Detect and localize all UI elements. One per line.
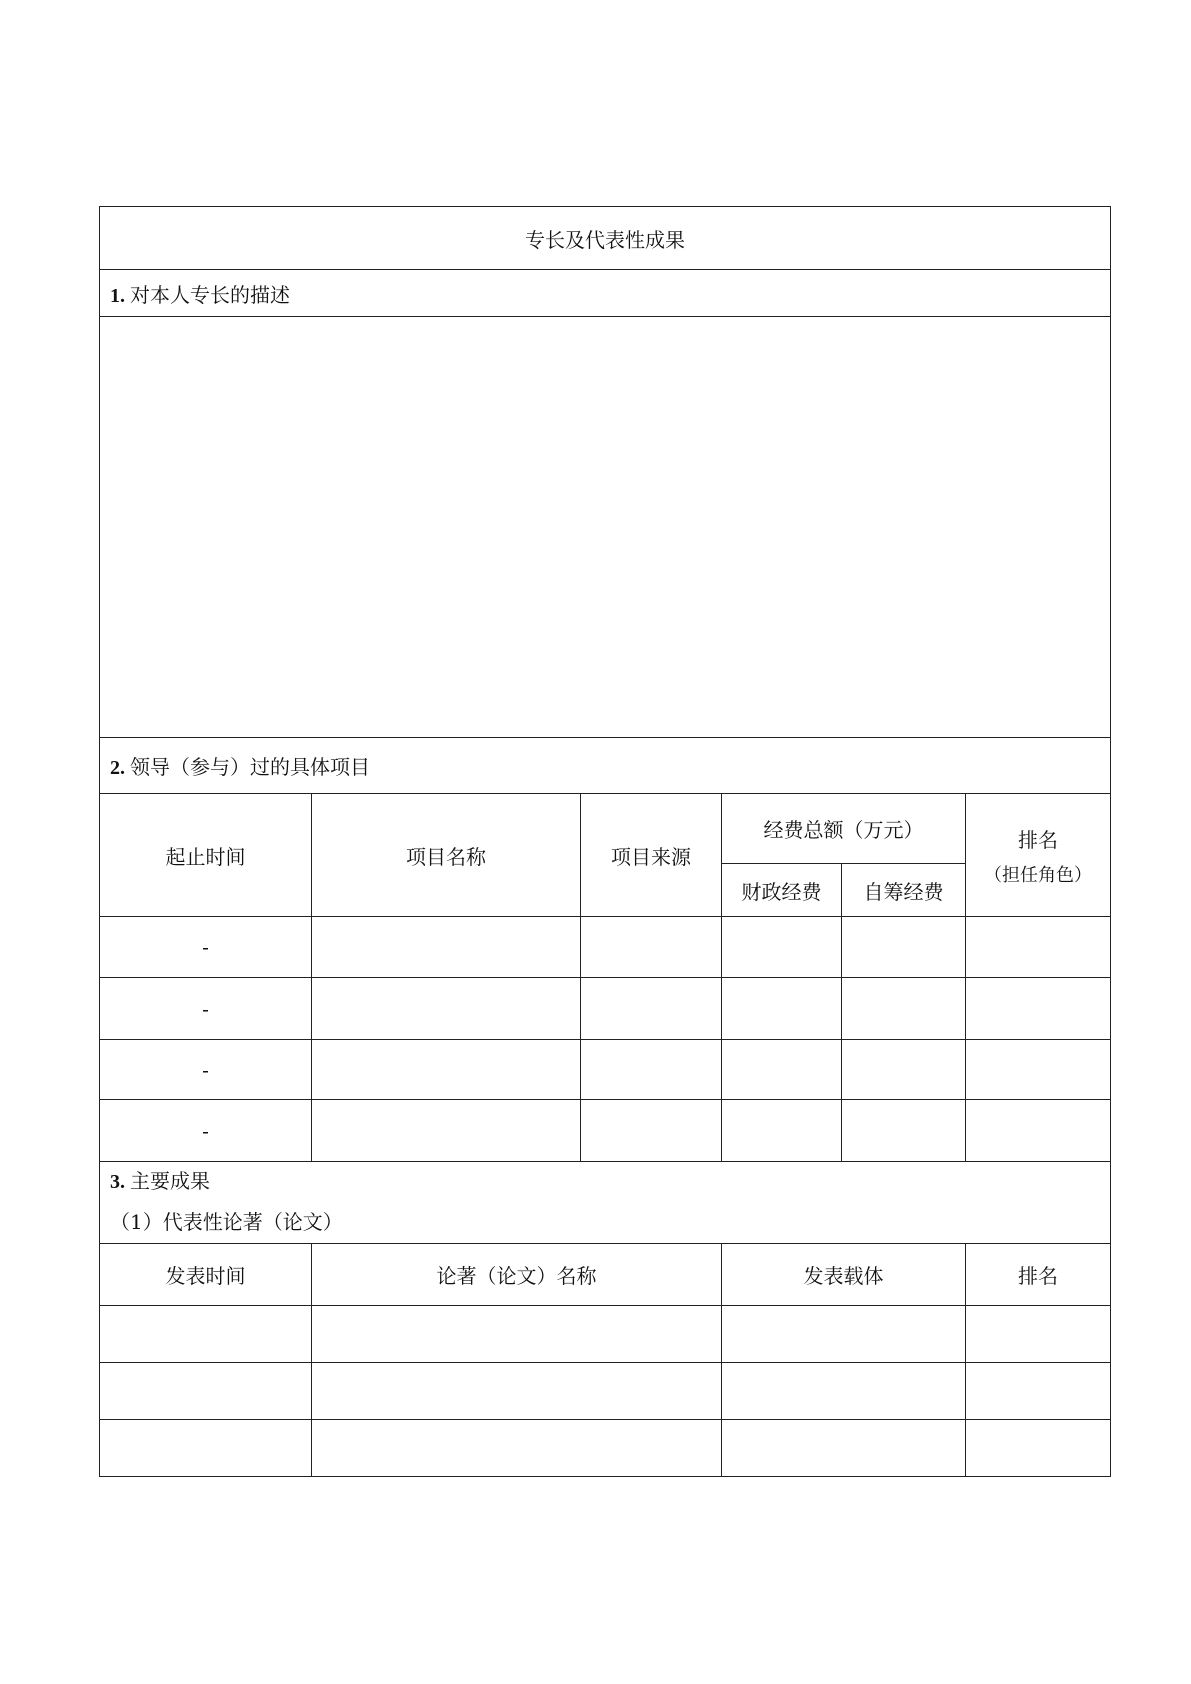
project-name-cell[interactable] — [312, 978, 581, 1040]
publication-row — [100, 1362, 1111, 1419]
self-cell[interactable] — [842, 917, 966, 978]
source-cell[interactable] — [581, 1040, 722, 1100]
venue-cell[interactable] — [722, 1419, 966, 1476]
project-name-cell[interactable] — [312, 1040, 581, 1100]
source-cell[interactable] — [581, 978, 722, 1040]
self-cell[interactable] — [842, 1040, 966, 1100]
header-project-name: 项目名称 — [312, 794, 581, 917]
rank-cell[interactable] — [966, 1305, 1111, 1362]
period-cell[interactable]: - — [100, 1040, 312, 1100]
section3-subheading: （1）代表性论著（论文） — [110, 1210, 343, 1235]
venue-cell[interactable] — [722, 1305, 966, 1362]
specialty-description-field[interactable] — [100, 317, 1111, 738]
section2-heading: 2. 领导（参与）过的具体项目 — [100, 738, 1111, 794]
publications-table — [99, 1161, 1111, 1477]
header-self-funding: 自筹经费 — [842, 864, 966, 917]
section1-heading: 1. 对本人专长的描述 — [100, 270, 1111, 317]
fiscal-cell[interactable] — [722, 1040, 842, 1100]
rank-cell[interactable] — [966, 1100, 1111, 1162]
header-publish-date: 发表时间 — [100, 1243, 312, 1305]
form-title: 专长及代表性成果 — [100, 207, 1111, 270]
self-cell[interactable] — [842, 1100, 966, 1162]
fiscal-cell[interactable] — [722, 978, 842, 1040]
period-cell[interactable]: - — [100, 917, 312, 978]
rank-cell[interactable] — [966, 1419, 1111, 1476]
project-row — [100, 1040, 1111, 1100]
header-rank: 排名 （担任角色） — [966, 794, 1111, 917]
rank-cell[interactable] — [966, 1362, 1111, 1419]
rank-cell[interactable] — [966, 1040, 1111, 1100]
source-cell[interactable] — [581, 917, 722, 978]
date-cell[interactable] — [100, 1419, 312, 1476]
achievements-table — [99, 206, 1111, 1162]
fiscal-cell[interactable] — [722, 917, 842, 978]
publication-row — [100, 1419, 1111, 1476]
project-name-cell[interactable] — [312, 917, 581, 978]
publication-row — [100, 1305, 1111, 1362]
source-cell[interactable] — [581, 1100, 722, 1162]
title-cell[interactable] — [312, 1305, 722, 1362]
header-venue: 发表载体 — [722, 1243, 966, 1305]
date-cell[interactable] — [100, 1305, 312, 1362]
title-cell[interactable] — [312, 1362, 722, 1419]
rank-cell[interactable] — [966, 978, 1111, 1040]
period-cell[interactable]: - — [100, 1100, 312, 1162]
fiscal-cell[interactable] — [722, 1100, 842, 1162]
header-paper-title: 论著（论文）名称 — [312, 1243, 722, 1305]
date-cell[interactable] — [100, 1362, 312, 1419]
header-paper-rank: 排名 — [966, 1243, 1111, 1305]
project-row — [100, 917, 1111, 978]
project-row — [100, 1100, 1111, 1162]
header-funding: 经费总额（万元） — [722, 794, 966, 864]
header-period: 起止时间 — [100, 794, 312, 917]
venue-cell[interactable] — [722, 1362, 966, 1419]
project-row — [100, 978, 1111, 1040]
self-cell[interactable] — [842, 978, 966, 1040]
section3-heading: 3. 主要成果 （1）代表性论著（论文） — [100, 1161, 1111, 1243]
rank-cell[interactable] — [966, 917, 1111, 978]
project-name-cell[interactable] — [312, 1100, 581, 1162]
header-fiscal-funding: 财政经费 — [722, 864, 842, 917]
title-cell[interactable] — [312, 1419, 722, 1476]
header-project-source: 项目来源 — [581, 794, 722, 917]
period-cell[interactable]: - — [100, 978, 312, 1040]
